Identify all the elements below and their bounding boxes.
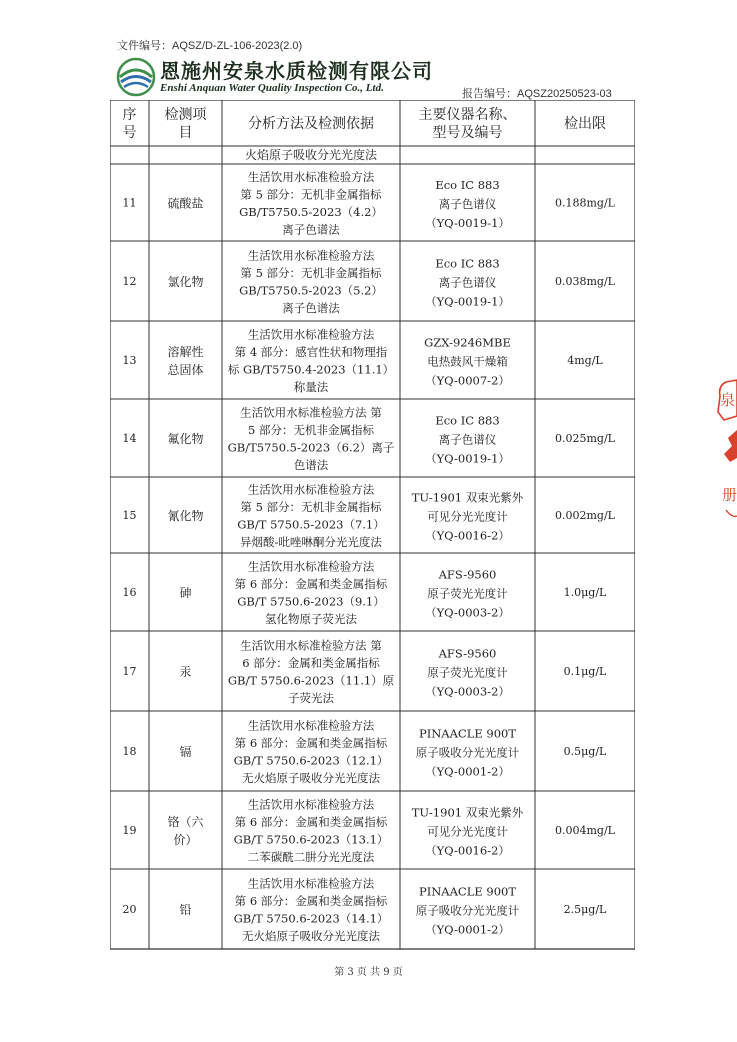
method-text: 第 6 部分：金属和类金属指标 xyxy=(234,815,388,830)
instrument-text: AFS-9560 xyxy=(438,567,497,582)
test-item: 氯化物 xyxy=(167,275,204,290)
test-item: 氟化物 xyxy=(167,432,204,447)
instrument-text: 离子色谱仪 xyxy=(438,196,497,211)
method-text: GB/T 5750.6-2023（14.1） xyxy=(233,911,389,926)
instrument-text: 原子吸收分光光度计 xyxy=(415,745,520,760)
method-text: 5 部分：无机非金属指标 xyxy=(248,423,374,438)
row-number: 12 xyxy=(122,274,137,288)
method-text: 第 6 部分：金属和类金属指标 xyxy=(234,894,388,909)
instrument-text: （YQ-0003-2） xyxy=(425,684,510,699)
row-number: 13 xyxy=(122,353,137,367)
instrument-text: Eco IC 883 xyxy=(435,413,500,428)
row-number: 11 xyxy=(122,196,137,210)
instrument-text: （YQ-0016-2） xyxy=(425,528,510,543)
detection-limit: 2.5μg/L xyxy=(563,902,607,916)
test-item: 氰化物 xyxy=(167,509,204,524)
method-text: 称量法 xyxy=(293,380,329,395)
instrument-text: （YQ-0019-1） xyxy=(425,451,510,466)
row-number: 18 xyxy=(122,744,137,758)
method-text: 第 5 部分：无机非金属指标 xyxy=(240,266,382,281)
report-number: 报告编号：AQSZ20250523-03 xyxy=(462,88,612,100)
method-text: GB/T 5750.6-2023（11.1）原 xyxy=(227,673,395,688)
method-text: 离子色谱法 xyxy=(282,222,340,237)
detection-limit: 0.5μg/L xyxy=(563,744,607,758)
column-header: 检出限 xyxy=(564,116,606,133)
method-text: 标 GB/T5750.4-2023（11.1） xyxy=(227,362,395,377)
instrument-text: PINAACLE 900T xyxy=(418,884,517,899)
instrument-text: 原子荧光光度计 xyxy=(427,586,508,601)
method-text: 生活饮用水标准检验方法 xyxy=(247,170,375,185)
instrument-text: （YQ-0019-1） xyxy=(425,294,510,309)
detection-limit: 0.188mg/L xyxy=(555,196,615,210)
instrument-text: 原子吸收分光光度计 xyxy=(415,903,520,918)
row-number: 16 xyxy=(122,585,137,599)
method-carryover-text: 火焰原子吸收分光光度法 xyxy=(244,148,378,162)
method-text: 生活饮用水标准检验方法 xyxy=(247,797,375,812)
instrument-text: 原子荧光光度计 xyxy=(427,665,508,680)
method-text: GB/T5750.5-2023（4.2） xyxy=(239,205,383,220)
instrument-text: （YQ-0003-2） xyxy=(425,605,510,620)
test-item: 总固体 xyxy=(167,363,204,378)
test-item: 镉 xyxy=(179,745,192,760)
test-item: 汞 xyxy=(179,665,192,680)
method-text: 生活饮用水标准检验方法 第 xyxy=(240,405,382,420)
method-text: 第 6 部分：金属和类金属指标 xyxy=(234,577,388,592)
column-header: 目 xyxy=(178,125,193,142)
method-text: 生活饮用水标准检验方法 xyxy=(247,327,375,342)
instrument-text: （YQ-0007-2） xyxy=(425,373,510,388)
instrument-text: （YQ-0001-2） xyxy=(425,764,510,779)
test-item: 砷 xyxy=(179,586,192,601)
method-text: GB/T 5750.6-2023（12.1） xyxy=(233,753,389,768)
detection-limit: 0.004mg/L xyxy=(555,823,615,837)
instrument-text: PINAACLE 900T xyxy=(418,726,517,741)
instrument-text: Eco IC 883 xyxy=(435,177,500,192)
method-text: 异烟酸-吡唑啉酮分光光度法 xyxy=(240,535,382,550)
instrument-text: GZX-9246MBE xyxy=(424,335,511,350)
detection-limit: 0.002mg/L xyxy=(555,508,615,522)
company-logo-icon xyxy=(116,57,156,97)
test-item: 溶解性 xyxy=(167,345,204,360)
method-text: 生活饮用水标准检验方法 xyxy=(247,559,375,574)
column-header: 型号及编号 xyxy=(432,125,503,142)
test-item: 铅 xyxy=(179,903,192,918)
column-header: 检测项 xyxy=(164,107,207,124)
detection-limit: 0.1μg/L xyxy=(563,664,607,678)
test-item: 硫酸盐 xyxy=(167,196,204,211)
column-header: 号 xyxy=(122,125,137,142)
method-text: 生活饮用水标准检验方法 xyxy=(247,718,375,733)
method-text: 无火焰原子吸收分光光度法 xyxy=(242,771,380,786)
method-text: 生活饮用水标准检验方法 xyxy=(247,248,375,263)
row-number: 15 xyxy=(122,508,137,522)
instrument-text: AFS-9560 xyxy=(438,646,497,661)
method-text: 氢化物原子荧光法 xyxy=(265,612,357,627)
method-text: 第 5 部分：无机非金属指标 xyxy=(240,500,382,515)
method-text: 生活饮用水标准检验方法 xyxy=(247,876,375,891)
row-number: 14 xyxy=(122,431,137,445)
column-header: 分析方法及检测依据 xyxy=(248,116,374,133)
method-text: 第 5 部分：无机非金属指标 xyxy=(240,187,382,202)
method-text: 6 部分：金属和类金属指标 xyxy=(242,656,380,671)
test-item: 铬（六 xyxy=(167,815,204,830)
method-text: 无火焰原子吸收分光光度法 xyxy=(242,929,380,944)
method-text: 离子色谱法 xyxy=(282,301,340,316)
method-text: 第 6 部分：金属和类金属指标 xyxy=(234,736,388,751)
instrument-text: 离子色谱仪 xyxy=(438,432,497,447)
test-methods-table xyxy=(110,100,635,950)
method-text: GB/T 5750.6-2023（9.1） xyxy=(237,594,385,609)
column-header: 主要仪器名称、 xyxy=(418,107,517,124)
instrument-text: （YQ-0016-2） xyxy=(425,843,510,858)
page-number: 第 3 页 共 9 页 xyxy=(334,967,403,978)
method-text: 第 4 部分：感官性状和物理指 xyxy=(234,345,388,360)
instrument-text: 离子色谱仪 xyxy=(438,275,497,290)
method-text: GB/T5750.5-2023（6.2）离子 xyxy=(227,440,395,455)
method-text: GB/T 5750.5-2023（7.1） xyxy=(237,517,385,532)
red-seal-stamp xyxy=(716,372,737,522)
row-number: 17 xyxy=(122,664,137,678)
method-text: GB/T5750.5-2023（5.2） xyxy=(239,283,383,298)
method-text: 生活饮用水标准检验方法 xyxy=(247,482,375,497)
company-name-cn: 恩施州安泉水质检测有限公司 xyxy=(160,59,433,83)
row-number: 19 xyxy=(122,823,137,837)
svg-text:泉: 泉 xyxy=(720,391,736,409)
method-text: 色谱法 xyxy=(293,458,329,473)
detection-limit: 0.038mg/L xyxy=(555,274,615,288)
instrument-text: （YQ-0019-1） xyxy=(425,215,510,230)
column-header: 序 xyxy=(122,107,137,124)
svg-text:册: 册 xyxy=(722,486,737,504)
method-text: 生活饮用水标准检验方法 第 xyxy=(240,638,382,653)
method-text: 二苯碳酰二肼分光光度法 xyxy=(247,850,375,865)
table-grid xyxy=(110,100,635,950)
instrument-text: Eco IC 883 xyxy=(435,256,500,271)
document-number: 文件编号：AQSZ/D-ZL-106-2023(2.0) xyxy=(117,40,303,52)
instrument-text: 可见分光光度计 xyxy=(427,509,508,524)
instrument-text: 可见分光光度计 xyxy=(427,824,508,839)
instrument-text: 电热鼓风干燥箱 xyxy=(427,354,508,369)
detection-limit: 4mg/L xyxy=(567,353,603,367)
test-item: 价） xyxy=(173,833,198,848)
detection-limit: 0.025mg/L xyxy=(555,431,615,445)
company-name-en: Enshi Anquan Water Quality Inspection Co., Ltd. xyxy=(160,82,384,94)
method-text: 子荧光法 xyxy=(288,691,334,706)
method-text: GB/T 5750.6-2023（13.1） xyxy=(233,832,389,847)
detection-limit: 1.0μg/L xyxy=(563,585,607,599)
instrument-text: （YQ-0001-2） xyxy=(425,922,510,937)
row-number: 20 xyxy=(122,902,137,916)
instrument-text: TU-1901 双束光紫外 xyxy=(411,490,524,505)
instrument-text: TU-1901 双束光紫外 xyxy=(411,805,524,820)
